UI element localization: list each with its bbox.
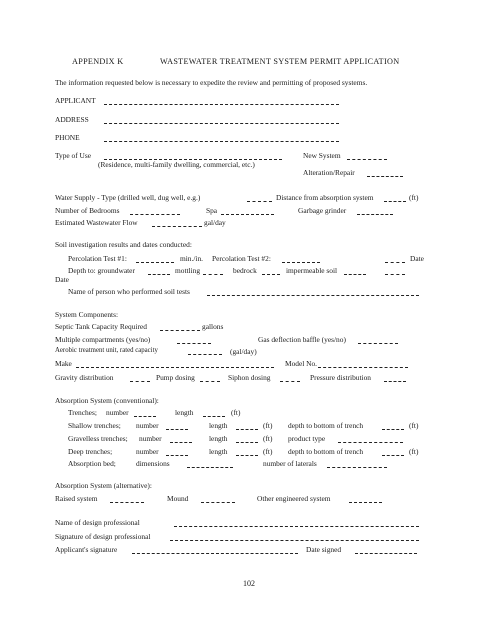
- designer-signature-field[interactable]: [170, 540, 419, 541]
- impermeable-label: impermeable soil: [286, 266, 338, 275]
- shallow-length-field[interactable]: [236, 429, 258, 430]
- trenches-label: Trenches;: [68, 408, 97, 417]
- applicant-signature-label: Applicant's signature: [55, 545, 118, 554]
- deep-length-unit: (ft): [263, 447, 273, 456]
- perc-date-field[interactable]: [385, 262, 405, 263]
- form-title: WASTEWATER TREATMENT SYSTEM PERMIT APPLICATION: [160, 57, 400, 66]
- gravelless-length-field[interactable]: [236, 442, 258, 443]
- make-field[interactable]: [76, 367, 274, 368]
- perc-date-label: Date: [410, 254, 424, 263]
- phone-field[interactable]: [104, 141, 339, 142]
- perc-test-2-label: Percolation Test #2:: [212, 254, 271, 263]
- trenches-number-label: number: [106, 408, 129, 417]
- soil-tester-field[interactable]: [207, 295, 419, 296]
- date-signed-label: Date signed: [306, 545, 342, 554]
- pressure-label: Pressure distribution: [310, 373, 371, 382]
- depth-date-label: Date: [55, 275, 69, 284]
- perc-test-1-label: Percolation Test #1:: [68, 254, 127, 263]
- new-system-label: New System: [303, 151, 341, 160]
- alternative-heading: Absorption System (alternative):: [55, 481, 152, 490]
- multiple-compartments-label: Multiple compartments (yes/no): [55, 335, 151, 344]
- deep-length-field[interactable]: [236, 455, 258, 456]
- product-type-field[interactable]: [338, 442, 403, 443]
- trenches-length-field[interactable]: [203, 416, 225, 417]
- shallow-depth-unit: (ft): [409, 421, 419, 430]
- flow-unit: gal/day: [204, 218, 226, 227]
- soil-tester-label: Name of person who performed soil tests: [68, 287, 190, 296]
- address-field[interactable]: [104, 123, 339, 124]
- gravity-field[interactable]: [130, 381, 150, 382]
- perc-test-2-field[interactable]: [282, 262, 320, 263]
- applicant-label: APPLICANT: [55, 96, 96, 105]
- garbage-grinder-label: Garbage grinder: [298, 206, 347, 215]
- gravelless-number-label: number: [139, 434, 162, 443]
- aerobic-unit: (gal/day): [230, 347, 257, 356]
- raised-label: Raised system: [55, 494, 98, 503]
- baffle-label: Gas deflection baffle (yes/no): [258, 335, 346, 344]
- distance-field[interactable]: [384, 201, 406, 202]
- water-supply-label: Water Supply - Type (drilled well, dug well, e.g.): [55, 193, 201, 202]
- type-of-use-examples: (Residence, multi-family dwelling, commercial, etc.): [98, 160, 255, 169]
- mound-field[interactable]: [201, 502, 235, 503]
- depth-date-field[interactable]: [385, 274, 405, 275]
- appendix-label: APPENDIX K: [72, 57, 124, 66]
- mottling-field[interactable]: [203, 274, 223, 275]
- gravity-label: Gravity distribution: [55, 373, 114, 382]
- deep-number-field[interactable]: [166, 455, 188, 456]
- bed-dimensions-field[interactable]: [187, 467, 233, 468]
- mottling-label: mottling: [175, 266, 201, 275]
- bedrooms-label: Number of Bedrooms: [55, 206, 120, 215]
- pump-field[interactable]: [200, 381, 220, 382]
- deep-depth-field[interactable]: [382, 455, 404, 456]
- laterals-field[interactable]: [327, 467, 387, 468]
- designer-name-label: Name of design professional: [55, 518, 140, 527]
- shallow-label: Shallow trenches;: [68, 421, 121, 430]
- gravelless-label: Gravelless trenches;: [68, 434, 128, 443]
- other-engineered-label: Other engineered system: [257, 494, 331, 503]
- bed-label: Absorption bed;: [68, 459, 116, 468]
- model-label: Model No.: [285, 359, 318, 368]
- model-field[interactable]: [318, 367, 408, 368]
- shallow-depth-label: depth to bottom of trench: [288, 421, 364, 430]
- shallow-number-field[interactable]: [166, 429, 188, 430]
- trenches-length-label: length: [175, 408, 194, 417]
- distance-unit: (ft): [409, 193, 419, 202]
- applicant-field[interactable]: [104, 104, 339, 105]
- page-number: 102: [243, 579, 255, 588]
- gravelless-length-label: length: [209, 434, 228, 443]
- spa-label: Spa: [206, 206, 218, 215]
- groundwater-field[interactable]: [148, 274, 170, 275]
- gravelless-length-unit: (ft): [263, 434, 273, 443]
- septic-label: Septic Tank Capacity Required: [55, 322, 147, 331]
- soil-heading: Soil investigation results and dates conducted:: [55, 240, 192, 249]
- designer-signature-label: Signature of design professional: [55, 532, 151, 541]
- pressure-field[interactable]: [384, 381, 406, 382]
- distance-label: Distance from absorption system: [276, 193, 374, 202]
- water-supply-field[interactable]: [247, 201, 272, 202]
- raised-field[interactable]: [110, 502, 144, 503]
- trenches-length-unit: (ft): [231, 408, 241, 417]
- baffle-field[interactable]: [358, 343, 398, 344]
- other-engineered-field[interactable]: [349, 502, 382, 503]
- septic-unit: gallons: [202, 322, 224, 331]
- impermeable-field[interactable]: [344, 274, 366, 275]
- flow-field[interactable]: [152, 226, 202, 227]
- aerobic-field[interactable]: [188, 354, 222, 355]
- perc-unit: min./in.: [180, 254, 203, 263]
- conventional-heading: Absorption System (conventional):: [55, 396, 159, 405]
- deep-label: Deep trenches;: [68, 447, 113, 456]
- shallow-length-unit: (ft): [263, 421, 273, 430]
- bedrock-field[interactable]: [262, 274, 280, 275]
- mound-label: Mound: [167, 494, 189, 503]
- deep-depth-unit: (ft): [409, 447, 419, 456]
- shallow-depth-field[interactable]: [382, 429, 404, 430]
- make-label: Make: [55, 359, 72, 368]
- flow-label: Estimated Wastewater Flow: [55, 218, 138, 227]
- type-of-use-label: Type of Use: [55, 151, 92, 160]
- bedrock-label: bedrock: [233, 266, 257, 275]
- shallow-number-label: number: [136, 421, 159, 430]
- bedrooms-field[interactable]: [130, 214, 180, 215]
- perc-test-1-field[interactable]: [136, 262, 174, 263]
- pump-label: Pump dosing: [156, 373, 195, 382]
- address-label: ADDRESS: [55, 115, 89, 124]
- product-type-label: product type: [288, 434, 326, 443]
- aerobic-label: Aerobic treatment unit, rated capacity: [55, 347, 158, 354]
- new-system-field[interactable]: [347, 159, 387, 160]
- intro-text: The information requested below is necessary to expedite the review and permitting of proposed systems.: [55, 78, 368, 87]
- siphon-label: Siphon dosing: [228, 373, 271, 382]
- deep-depth-label: depth to bottom of trench: [288, 447, 364, 456]
- components-heading: System Components:: [55, 310, 119, 319]
- phone-label: PHONE: [55, 133, 80, 142]
- gravelless-number-field[interactable]: [170, 442, 192, 443]
- applicant-signature-field[interactable]: [132, 553, 298, 554]
- alteration-label: Alteration/Repair: [303, 168, 355, 177]
- groundwater-label: Depth to: groundwater: [68, 266, 135, 275]
- multiple-compartments-field[interactable]: [177, 343, 211, 344]
- spa-field[interactable]: [221, 214, 274, 215]
- designer-name-field[interactable]: [174, 526, 419, 527]
- septic-field[interactable]: [160, 330, 200, 331]
- deep-length-label: length: [209, 447, 228, 456]
- shallow-length-label: length: [209, 421, 228, 430]
- siphon-field[interactable]: [280, 381, 300, 382]
- garbage-grinder-field[interactable]: [357, 214, 393, 215]
- date-signed-field[interactable]: [355, 553, 417, 554]
- bed-dimensions-label: dimensions: [136, 459, 170, 468]
- laterals-label: number of laterals: [263, 459, 317, 468]
- deep-number-label: number: [136, 447, 159, 456]
- trenches-number-field[interactable]: [134, 416, 156, 417]
- alteration-field[interactable]: [367, 176, 403, 177]
